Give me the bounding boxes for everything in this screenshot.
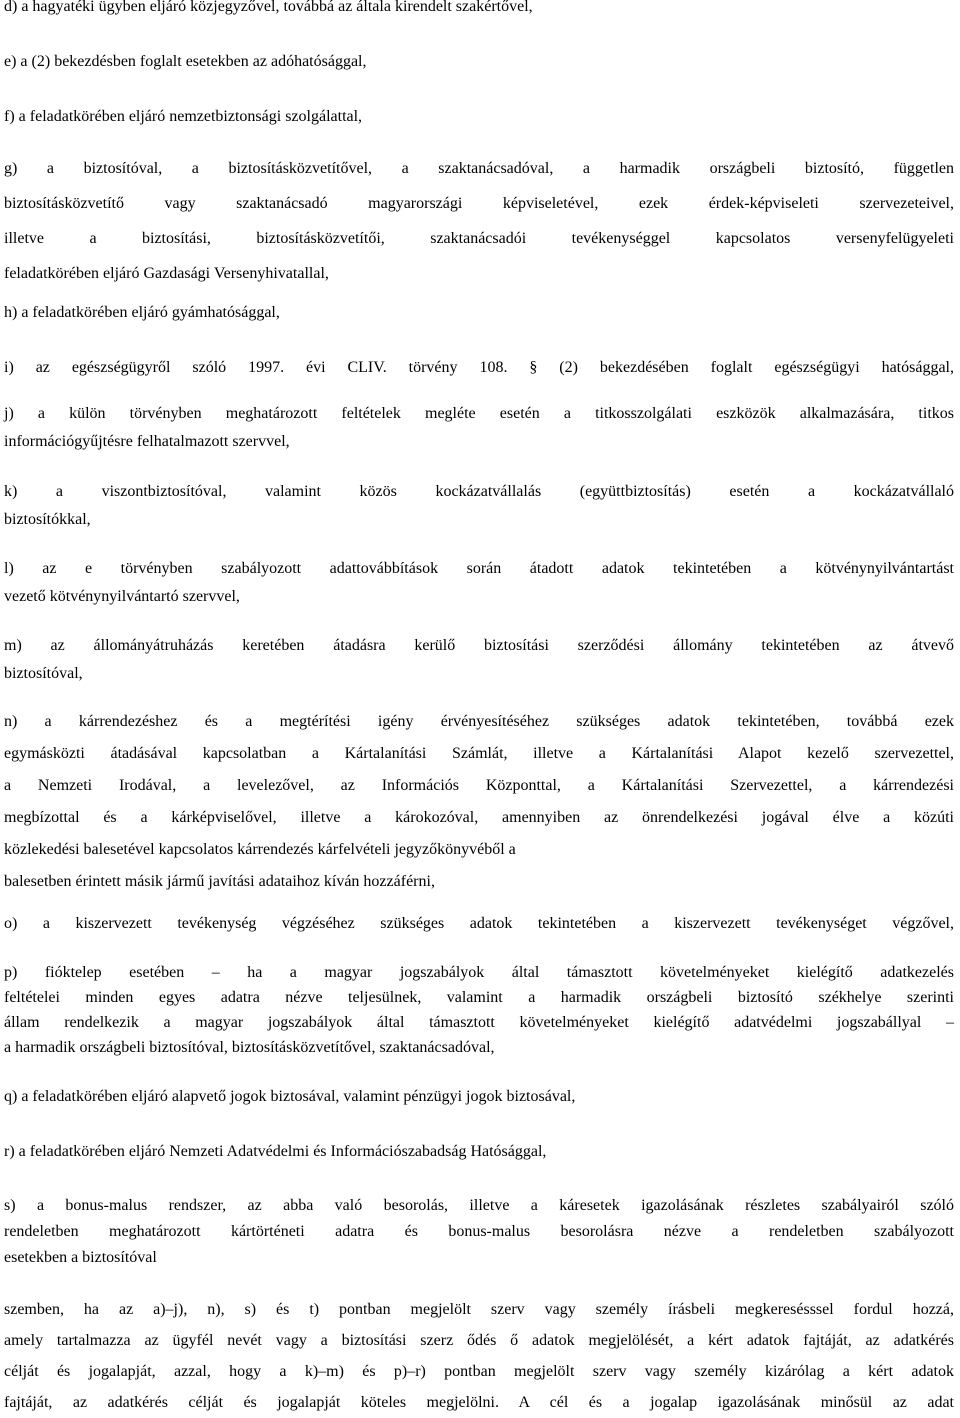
paragraph-s [4, 1193, 954, 1271]
text-line: egymásközti átadásával kapcsolatban a Kártalanítási Számlát, illetve a Kártalanítási Alapot kezelő szervezettel, [4, 745, 954, 762]
text-line: információgyűjtésre felhatalmazott szervvel, [4, 433, 290, 450]
text-line: célját és jogalapját, azzal, hogy a k)–m) és p)–r) pontban megjelölt szerv vagy személy kizárólag a kért adatok [4, 1363, 954, 1380]
paragraph-r [4, 1139, 954, 1165]
text-line: esetekben a biztosítóval [4, 1249, 157, 1266]
paragraph-p [4, 960, 954, 1060]
text-line: biztosítóval, [4, 665, 83, 682]
text-line: megbízottal és a kárképviselővel, illetve a károkozóval, amennyiben az önrendelkezési jogával élve a közúti [4, 809, 954, 826]
paragraph-f [4, 104, 954, 130]
text-line: rendeletben meghatározott kártörténeti adatra és bonus-malus besorolásra nézve a rendeletben szabályozott [4, 1223, 954, 1240]
text-line: h) a feladatkörében eljáró gyámhatósággal, [4, 304, 280, 321]
text-line: l) az e törvényben szabályozott adattovábbítások során átadott adatok tekintetében a kötvénynyilvántartást [4, 560, 954, 577]
text-line: p) fióktelep esetében – ha a magyar jogszabályok által támasztott követelményeket kielégítő adatkezelés [4, 964, 954, 981]
text-line: f) a feladatkörében eljáró nemzetbiztonsági szolgálattal, [4, 108, 363, 125]
text-line: a harmadik országbeli biztosítóval, biztosításközvetítővel, szaktanácsadóval, [4, 1039, 495, 1056]
paragraph-h [4, 300, 954, 326]
text-line: állam rendelkezik a magyar jogszabályok által támasztott követelményeket kielégítő adatvédelmi jogszabállyal – [4, 1014, 954, 1031]
text-line: g) a biztosítóval, a biztosításközvetítővel, a szaktanácsadóval, a harmadik országbeli biztosító, független [4, 160, 954, 177]
text-line: o) a kiszervezett tevékenység végzéséhez szükséges adatok tekintetében a kiszervezett tevékenységet végzővel, [4, 915, 954, 932]
text-line: m) az állományátruházás keretében átadásra kerülő biztosítási szerződési állomány tekintetében az átvevő [4, 637, 954, 654]
text-line: a Nemzeti Irodával, a levelezővel, az Információs Központtal, a Kártalanítási Szervezettel, a kárrendezési [4, 777, 954, 794]
text-line: illetve a biztosítási, biztosításközvetítői, szaktanácsadói tevékenységgel kapcsolatos versenyfelügyeleti [4, 230, 954, 247]
text-line: s) a bonus-malus rendszer, az abba való besorolás, illetve a káresetek igazolásának részletes szabályairól szóló [4, 1197, 954, 1214]
text-line: feladatkörében eljáró Gazdasági Versenyhivatallal, [4, 265, 329, 282]
text-line: balesetben érintett másik jármű javítási adataihoz kíván hozzáférni, [4, 873, 435, 890]
text-line: r) a feladatkörében eljáró Nemzeti Adatvédelmi és Információszabadság Hatósággal, [4, 1143, 547, 1160]
text-line: j) a külön törvényben meghatározott feltételek megléte esetén a titkosszolgálati eszközök alkalmazására, titkos [4, 405, 954, 422]
text-line: feltételei minden egyes adatra nézve teljesülnek, valamint a harmadik országbeli biztosító székhelye szerinti [4, 989, 954, 1006]
text-line: közlekedési balesetével kapcsolatos kárrendezés kárfelvételi jegyzőkönyvéből a [4, 841, 516, 858]
text-line: biztosításközvetítő vagy szaktanácsadó magyarországi képviseletével, ezek érdek-képviseleti szervezeteivel, [4, 195, 954, 212]
text-line: d) a hagyatéki ügyben eljáró közjegyzővel, továbbá az általa kirendelt szakértővel, [4, 0, 533, 15]
paragraph-e [4, 49, 954, 75]
text-line: biztosítókkal, [4, 511, 91, 528]
text-line: q) a feladatkörében eljáró alapvető jogok biztosával, valamint pénzügyi jogok biztosával, [4, 1088, 576, 1105]
paragraph-j [4, 400, 954, 456]
text-line: szemben, ha az a)–j), n), s) és t) pontban megjelölt szerv vagy személy írásbeli megkeresésssel fordul hozzá, [4, 1301, 954, 1318]
text-line: amely tartalmazza az ügyfél nevét vagy a biztosítási szerz ődés ő adatok megjelölését, a kért adatok fajtáját, az adatkérés [4, 1332, 954, 1349]
text-line: n) a kárrendezéshez és a megtérítési igény érvényesítéséhez szükséges adatok tekintetében, továbbá ezek [4, 713, 954, 730]
paragraph-n [4, 706, 954, 898]
text-line: e) a (2) bekezdésben foglalt esetekben az adóhatósággal, [4, 53, 367, 70]
paragraph-q [4, 1084, 954, 1110]
paragraph-m [4, 632, 954, 688]
paragraph-l [4, 555, 954, 611]
paragraph-g [4, 151, 954, 291]
paragraph-d [4, 0, 954, 20]
text-line: vezető kötvénynyilvántartó szervvel, [4, 588, 240, 605]
paragraph-o [4, 911, 954, 937]
text-line: k) a viszontbiztosítóval, valamint közös kockázatvállalás (együttbiztosítás) esetén a kockázatvállaló [4, 483, 954, 500]
paragraph-k [4, 478, 954, 534]
paragraph-closing [4, 1294, 954, 1418]
text-line: fajtáját, az adatkérés célját és jogalapját köteles megjelölni. A cél és a jogalap igazolásának minősül az adat [4, 1394, 954, 1411]
paragraph-i [4, 355, 954, 381]
text-line: i) az egészségügyről szóló 1997. évi CLIV. törvény 108. § (2) bekezdésében foglalt egészségügyi hatósággal, [4, 359, 954, 376]
